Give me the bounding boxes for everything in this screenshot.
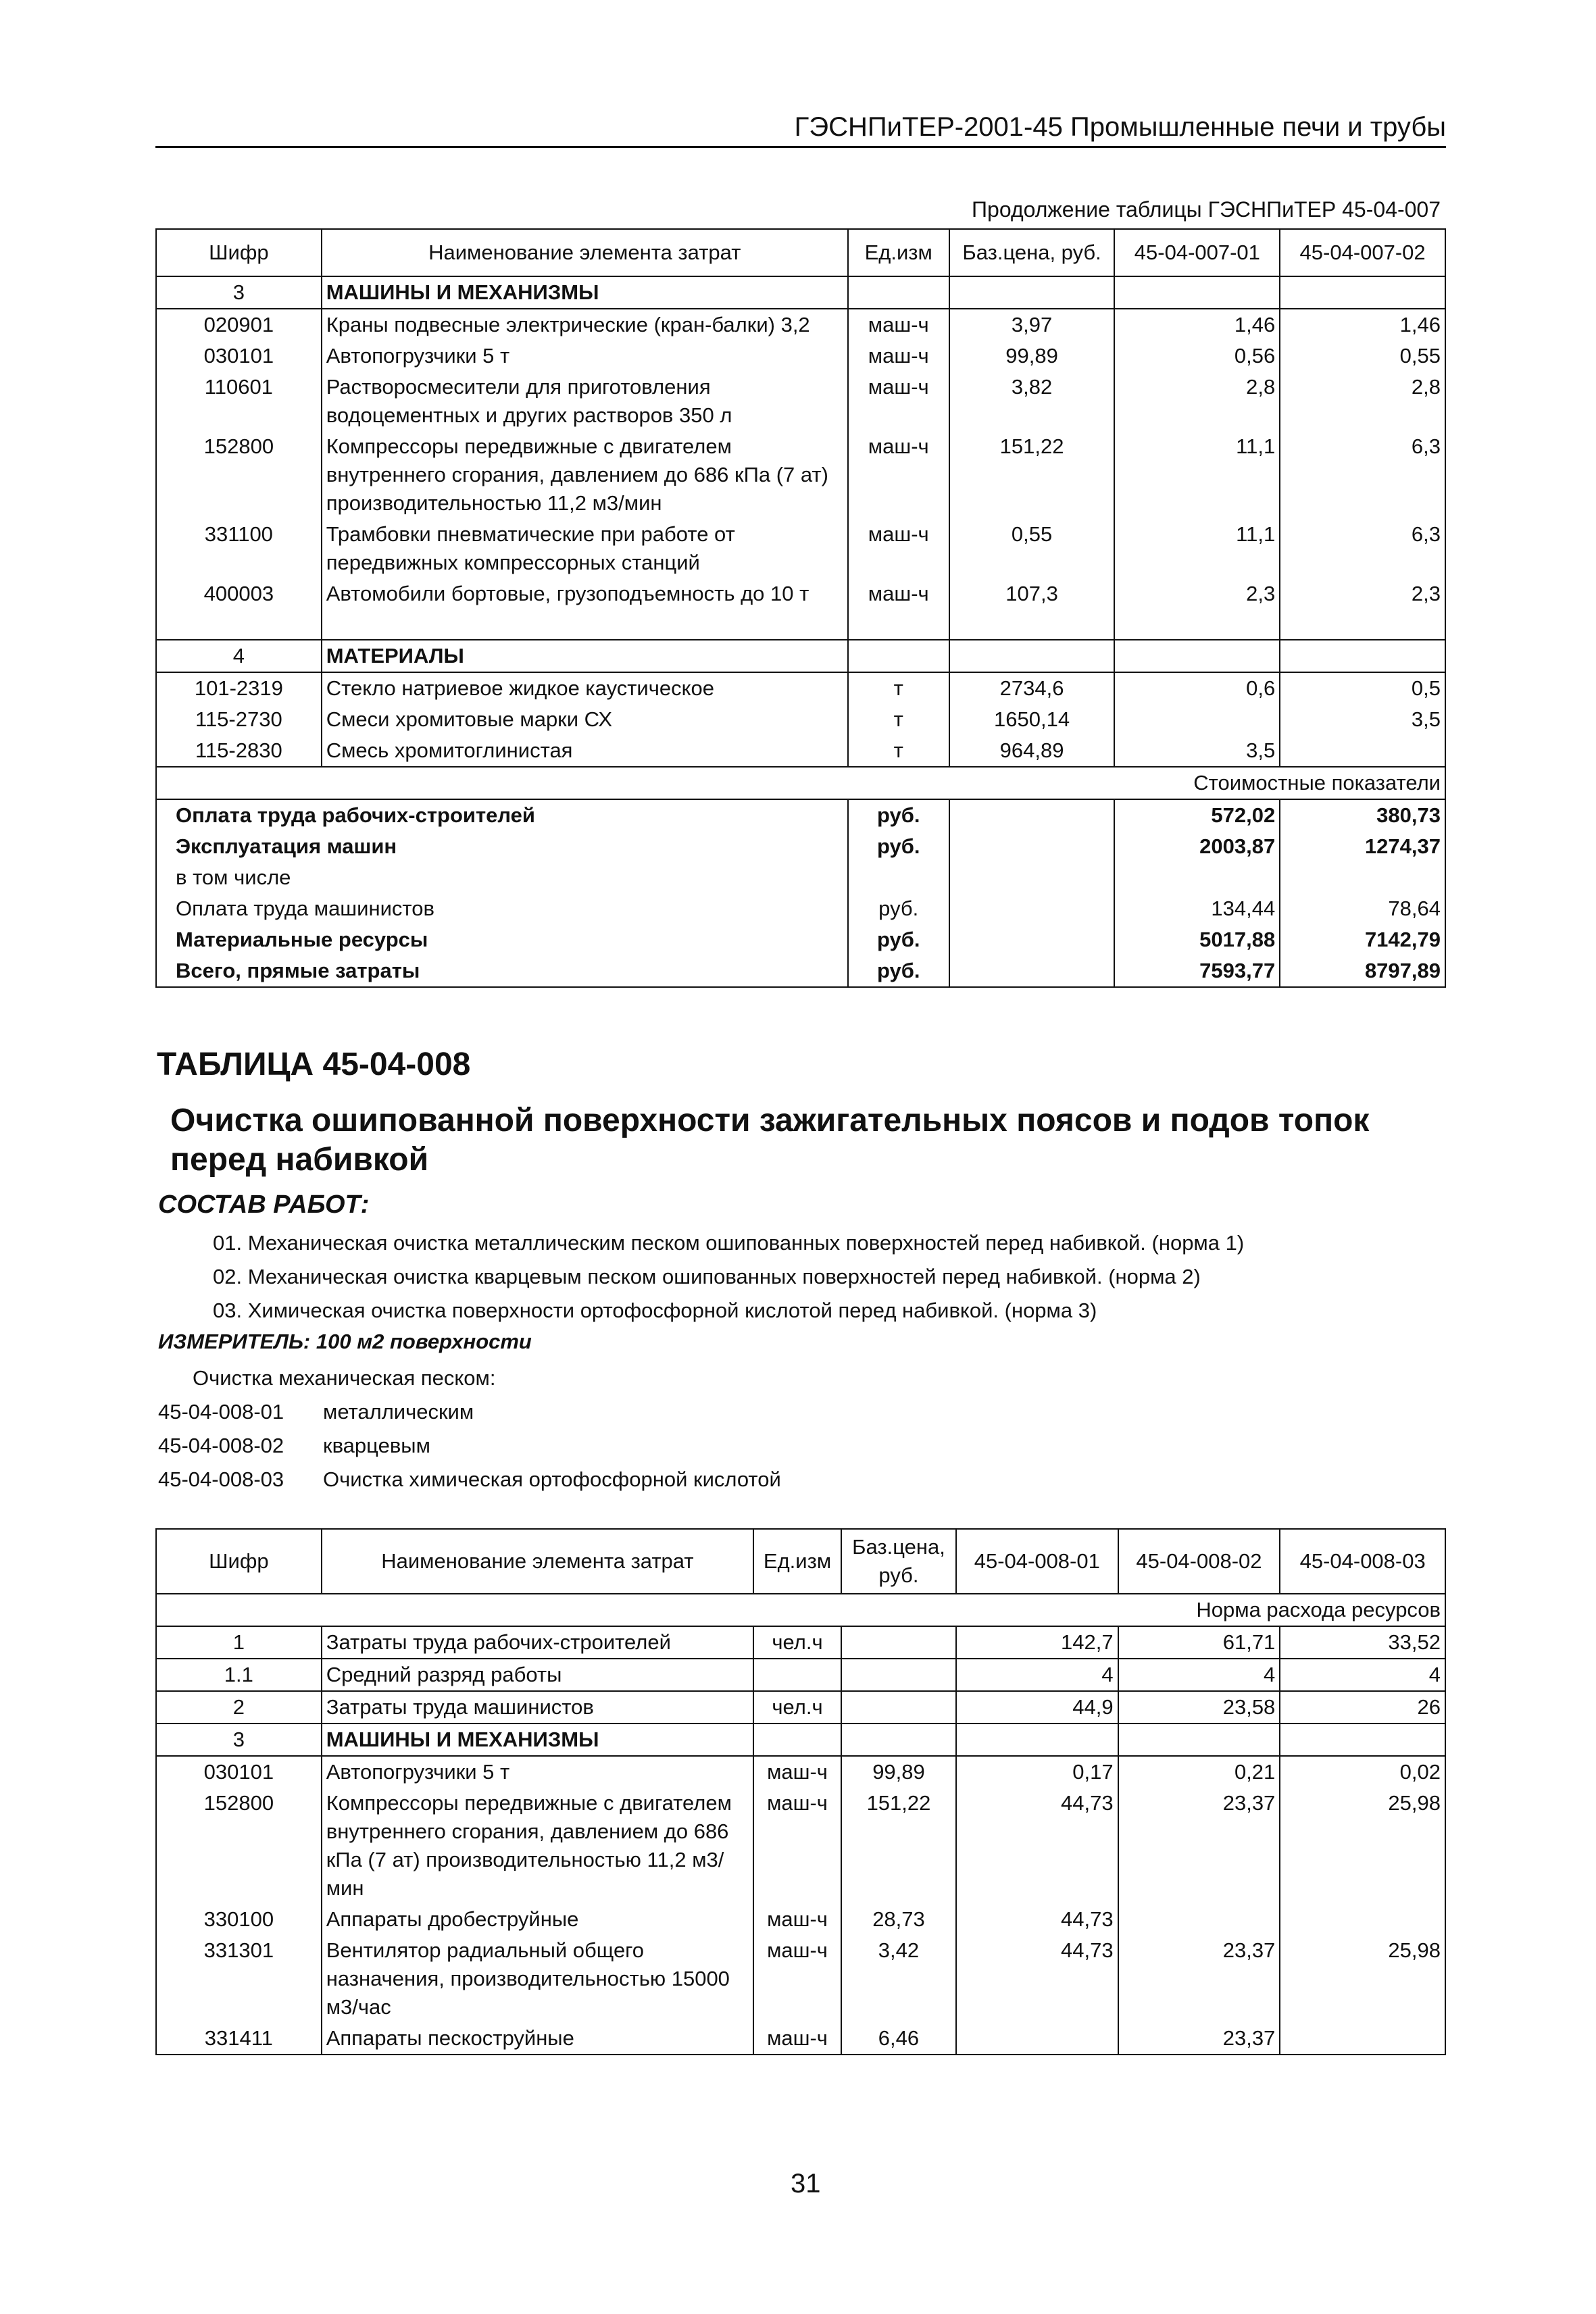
table-cell: 23,58: [1118, 1691, 1280, 1724]
section-number: 4: [156, 640, 322, 672]
cost-row: [156, 831, 1445, 862]
table-title: ТАБЛИЦА 45-04-008: [157, 1047, 471, 1082]
table-cell: 44,73: [956, 1788, 1118, 1904]
table-cell: т: [848, 735, 949, 767]
table-row: [156, 578, 1445, 609]
cost-unit: руб.: [848, 924, 949, 955]
table-cell: 25,98: [1280, 1788, 1445, 1904]
table-cell: 0,5: [1280, 672, 1445, 704]
meter-line: [158, 1330, 532, 1354]
table-cell: 25,98: [1280, 1935, 1445, 2023]
table-cell: 115-2830: [156, 735, 322, 767]
table-cell: чел.ч: [753, 1691, 841, 1724]
column-header: 45-04-008-02: [1118, 1529, 1280, 1594]
spacer-row: [156, 609, 1445, 640]
table-cell: 2734,6: [949, 672, 1115, 704]
cost-name: в том числе: [156, 862, 848, 893]
cost-unit: [848, 862, 949, 893]
table-cell: маш-ч: [848, 372, 949, 431]
empty-cell: [1114, 609, 1280, 640]
table-cell: т: [848, 672, 949, 704]
table-row: [156, 1756, 1445, 1788]
cost-value: 7142,79: [1280, 924, 1445, 955]
table-cell: 2,8: [1114, 372, 1280, 431]
code-1-desc: металлическим: [323, 1400, 474, 1424]
table-cell: маш-ч: [753, 1788, 841, 1904]
table-cell: чел.ч: [753, 1626, 841, 1659]
table-row: [156, 2023, 1445, 2055]
cost-value: 78,64: [1280, 893, 1445, 924]
table-cell: 330100: [156, 1904, 322, 1935]
table-cell: 400003: [156, 578, 322, 609]
empty-cell: [841, 1724, 956, 1756]
table-cell: маш-ч: [848, 519, 949, 578]
table-cell: [1280, 735, 1445, 767]
cost-value: [1114, 862, 1280, 893]
table-cell: Автопогрузчики 5 т: [322, 341, 848, 372]
section-row: [156, 640, 1445, 672]
table-cell: 33,52: [1280, 1626, 1445, 1659]
table-cell: 3,97: [949, 309, 1115, 341]
table-cell: 44,73: [956, 1935, 1118, 2023]
table-cell: 1,46: [1280, 309, 1445, 341]
table-cell: 3,42: [841, 1935, 956, 2023]
table-cell: 11,1: [1114, 519, 1280, 578]
table-cell: 26: [1280, 1691, 1445, 1724]
empty-cell: [949, 276, 1115, 309]
cost-value: 134,44: [1114, 893, 1280, 924]
empty-cell: [949, 640, 1115, 672]
code-3: 45-04-008-03: [158, 1467, 284, 1491]
empty-cell: [949, 609, 1115, 640]
column-header: 45-04-008-01: [956, 1529, 1118, 1594]
table-cell: 6,3: [1280, 431, 1445, 519]
table-cell: [956, 2023, 1118, 2055]
empty-cell: [156, 609, 322, 640]
work-item-2: 02. Механическая очистка кварцевым песком ошипованных поверхностей перед набивкой. (норма 2): [213, 1265, 1201, 1288]
table-cell: 61,71: [1118, 1626, 1280, 1659]
cost-value: 572,02: [1114, 799, 1280, 831]
empty-cell: [1280, 640, 1445, 672]
table-row: [156, 1691, 1445, 1724]
table-cell: 11,1: [1114, 431, 1280, 519]
table-cell: 331100: [156, 519, 322, 578]
column-header: 45-04-007-01: [1114, 229, 1280, 276]
table-cell: 99,89: [841, 1756, 956, 1788]
code-1: 45-04-008-01: [158, 1400, 284, 1424]
cost-value: 1274,37: [1280, 831, 1445, 862]
work-item-3: 03. Химическая очистка поверхности ортофосфорной кислотой перед набивкой. (норма 3): [213, 1299, 1097, 1322]
cost-unit: руб.: [848, 831, 949, 862]
table-cell: [841, 1626, 956, 1659]
empty-cell: [956, 1724, 1118, 1756]
table-cell: 107,3: [949, 578, 1115, 609]
table-row: [156, 1626, 1445, 1659]
column-header: Шифр: [156, 229, 322, 276]
table-cell: 152800: [156, 1788, 322, 1904]
column-header: Шифр: [156, 1529, 322, 1594]
column-header: 45-04-008-03: [1280, 1529, 1445, 1594]
table-continuation-note: Продолжение таблицы ГЭСНПиТЕР 45-04-007: [972, 197, 1441, 222]
table-cell: 0,6: [1114, 672, 1280, 704]
table-cell: 4: [956, 1659, 1118, 1691]
table-cell: 964,89: [949, 735, 1115, 767]
cost-value: 380,73: [1280, 799, 1445, 831]
section-title: МАТЕРИАЛЫ: [322, 640, 848, 672]
table-cell: Стекло натриевое жидкое каустическое: [322, 672, 848, 704]
table-cell: 0,21: [1118, 1756, 1280, 1788]
table-cell: 3,82: [949, 372, 1115, 431]
table-cell: маш-ч: [848, 431, 949, 519]
column-header: Ед.изм: [848, 229, 949, 276]
empty-cell: [1118, 1724, 1280, 1756]
table-row: [156, 1935, 1445, 2023]
table-cell: Аппараты дробеструйные: [322, 1904, 753, 1935]
table-cell: Смесь хромитоглинистая: [322, 735, 848, 767]
table-cell: Трамбовки пневматические при работе от передвижных компрессорных станций: [322, 519, 848, 578]
table-cell: 2,3: [1280, 578, 1445, 609]
table-45-04-008: [155, 1528, 1446, 2055]
table-cell: 0,55: [1280, 341, 1445, 372]
meter-value: 100 м2 поверхности: [316, 1330, 532, 1353]
table-cell: Автопогрузчики 5 т: [322, 1756, 753, 1788]
table-cell: 110601: [156, 372, 322, 431]
empty-cell: [1114, 276, 1280, 309]
cost-value: 8797,89: [1280, 955, 1445, 987]
table-cell: 0,17: [956, 1756, 1118, 1788]
table-row: [156, 372, 1445, 431]
table-cell: маш-ч: [848, 309, 949, 341]
table-cell: 331301: [156, 1935, 322, 2023]
cost-row: [156, 955, 1445, 987]
empty-cell: [1280, 1724, 1445, 1756]
table-row: [156, 341, 1445, 372]
mech-intro: Очистка механическая песком:: [193, 1366, 496, 1390]
table-cell: Затраты труда машинистов: [322, 1691, 753, 1724]
empty-cell: [949, 955, 1115, 987]
cost-unit: руб.: [848, 893, 949, 924]
meter-label: ИЗМЕРИТЕЛЬ:: [158, 1330, 311, 1353]
cost-label-row: [156, 767, 1445, 799]
empty-cell: [949, 924, 1115, 955]
cost-row: [156, 862, 1445, 893]
table-cell: маш-ч: [753, 2023, 841, 2055]
table-cell: 2,8: [1280, 372, 1445, 431]
running-header: ГЭСНПиТЕР-2001-45 Промышленные печи и трубы: [155, 114, 1446, 148]
header-row: [156, 1529, 1445, 1594]
table-cell: 23,37: [1118, 2023, 1280, 2055]
table-cell: 331411: [156, 2023, 322, 2055]
table-cell: 0,02: [1280, 1756, 1445, 1788]
column-header: Баз.цена, руб.: [949, 229, 1115, 276]
column-header: Наименование элемента затрат: [322, 229, 848, 276]
table-cell: [1280, 1904, 1445, 1935]
table-cell: 1: [156, 1626, 322, 1659]
empty-cell: [848, 640, 949, 672]
table-row: [156, 309, 1445, 341]
section-title: МАШИНЫ И МЕХАНИЗМЫ: [322, 1724, 753, 1756]
table-cell: 030101: [156, 341, 322, 372]
table-cell: 030101: [156, 1756, 322, 1788]
table-cell: маш-ч: [848, 578, 949, 609]
table-cell: 0,55: [949, 519, 1115, 578]
table-cell: 6,3: [1280, 519, 1445, 578]
code-3-desc: Очистка химическая ортофосфорной кислотой: [323, 1467, 781, 1491]
table-cell: Затраты труда рабочих-строителей: [322, 1626, 753, 1659]
code-2: 45-04-008-02: [158, 1434, 284, 1457]
norm-label-row: [156, 1594, 1445, 1626]
empty-cell: [1280, 609, 1445, 640]
column-header: Ед.изм: [753, 1529, 841, 1594]
table-cell: Смеси хромитовые марки СХ: [322, 704, 848, 735]
table-row: [156, 672, 1445, 704]
cost-row: [156, 799, 1445, 831]
table-cell: 151,22: [841, 1788, 956, 1904]
section-title: МАШИНЫ И МЕХАНИЗМЫ: [322, 276, 848, 309]
column-header: Наименование элемента затрат: [322, 1529, 753, 1594]
empty-cell: [322, 609, 848, 640]
table-cell: 101-2319: [156, 672, 322, 704]
table-cell: 4: [1118, 1659, 1280, 1691]
empty-cell: [1114, 640, 1280, 672]
cost-row: [156, 924, 1445, 955]
table-cell: маш-ч: [753, 1756, 841, 1788]
table-cell: 142,7: [956, 1626, 1118, 1659]
table-row: [156, 704, 1445, 735]
table-row: [156, 431, 1445, 519]
section-number: 3: [156, 276, 322, 309]
table-cell: 99,89: [949, 341, 1115, 372]
section-row: [156, 1724, 1445, 1756]
table-cell: т: [848, 704, 949, 735]
table-cell: маш-ч: [848, 341, 949, 372]
table-cell: Аппараты пескоструйные: [322, 2023, 753, 2055]
table-cell: 1,46: [1114, 309, 1280, 341]
cost-value: 7593,77: [1114, 955, 1280, 987]
table-cell: маш-ч: [753, 1904, 841, 1935]
table-cell: Компрессоры передвижные с двигателем внутреннего сгорания, давлением до 686 кПа (7 ат) производительностью 11,2 м3/мин: [322, 1788, 753, 1904]
column-header: Баз.цена, руб.: [841, 1529, 956, 1594]
table-cell: [841, 1659, 956, 1691]
work-composition-label: СОСТАВ РАБОТ:: [158, 1190, 370, 1219]
table-cell: 115-2730: [156, 704, 322, 735]
norm-label: Норма расхода ресурсов: [156, 1594, 1445, 1626]
table-row: [156, 519, 1445, 578]
header-row: [156, 229, 1445, 276]
table-cell: Компрессоры передвижные с двигателем внутреннего сгорания, давлением до 686 кПа (7 ат) производительностью 11,2 м3/мин: [322, 431, 848, 519]
table-cell: 2,3: [1114, 578, 1280, 609]
table-cell: 1.1: [156, 1659, 322, 1691]
table-cell: 6,46: [841, 2023, 956, 2055]
table-cell: Средний разряд работы: [322, 1659, 753, 1691]
cost-value: 5017,88: [1114, 924, 1280, 955]
cost-name: Эксплуатация машин: [156, 831, 848, 862]
table-cell: 1650,14: [949, 704, 1115, 735]
section-row: [156, 276, 1445, 309]
cost-name: Оплата труда машинистов: [156, 893, 848, 924]
table-row: [156, 1659, 1445, 1691]
empty-cell: [1280, 276, 1445, 309]
table-subtitle: Очистка ошипованной поверхности зажигательных поясов и подов топок перед набивкой: [170, 1103, 1370, 1178]
table-cell: 23,37: [1118, 1935, 1280, 2023]
column-header: 45-04-007-02: [1280, 229, 1445, 276]
table-cell: 020901: [156, 309, 322, 341]
cost-name: Оплата труда рабочих-строителей: [156, 799, 848, 831]
table-cell: 3,5: [1114, 735, 1280, 767]
table-cell: 3,5: [1280, 704, 1445, 735]
empty-cell: [949, 831, 1115, 862]
cost-indicators-label: Стоимостные показатели: [156, 767, 1445, 799]
empty-cell: [848, 276, 949, 309]
cost-name: Материальные ресурсы: [156, 924, 848, 955]
code-2-desc: кварцевым: [323, 1434, 430, 1457]
table-45-04-007: [155, 228, 1446, 988]
table-cell: [753, 1659, 841, 1691]
table-cell: [841, 1691, 956, 1724]
empty-cell: [949, 862, 1115, 893]
table-cell: 28,73: [841, 1904, 956, 1935]
empty-cell: [949, 799, 1115, 831]
table-cell: [1280, 2023, 1445, 2055]
table-cell: 152800: [156, 431, 322, 519]
cost-row: [156, 893, 1445, 924]
cost-value: 2003,87: [1114, 831, 1280, 862]
table-cell: Краны подвесные электрические (кран-балки) 3,2: [322, 309, 848, 341]
table-cell: 151,22: [949, 431, 1115, 519]
table-cell: [1118, 1904, 1280, 1935]
table-cell: Вентилятор радиальный общего назначения, производительностью 15000 м3/час: [322, 1935, 753, 2023]
empty-cell: [753, 1724, 841, 1756]
table-cell: 44,73: [956, 1904, 1118, 1935]
table-cell: Автомобили бортовые, грузоподъемность до 10 т: [322, 578, 848, 609]
cost-name: Всего, прямые затраты: [156, 955, 848, 987]
table-cell: маш-ч: [753, 1935, 841, 2023]
cost-value: [1280, 862, 1445, 893]
table-cell: 23,37: [1118, 1788, 1280, 1904]
table-row: [156, 1904, 1445, 1935]
table-cell: [1114, 704, 1280, 735]
cost-unit: руб.: [848, 955, 949, 987]
empty-cell: [949, 893, 1115, 924]
table-cell: 2: [156, 1691, 322, 1724]
cost-unit: руб.: [848, 799, 949, 831]
table-row: [156, 735, 1445, 767]
table-cell: Растворосмесители для приготовления водоцементных и других растворов 350 л: [322, 372, 848, 431]
work-item-1: 01. Механическая очистка металлическим песком ошипованных поверхностей перед набивкой. (норма 1): [213, 1231, 1245, 1255]
table-cell: 4: [1280, 1659, 1445, 1691]
table-row: [156, 1788, 1445, 1904]
table-cell: 0,56: [1114, 341, 1280, 372]
table-cell: 44,9: [956, 1691, 1118, 1724]
empty-cell: [848, 609, 949, 640]
page-number: 31: [791, 2169, 821, 2198]
section-number: 3: [156, 1724, 322, 1756]
